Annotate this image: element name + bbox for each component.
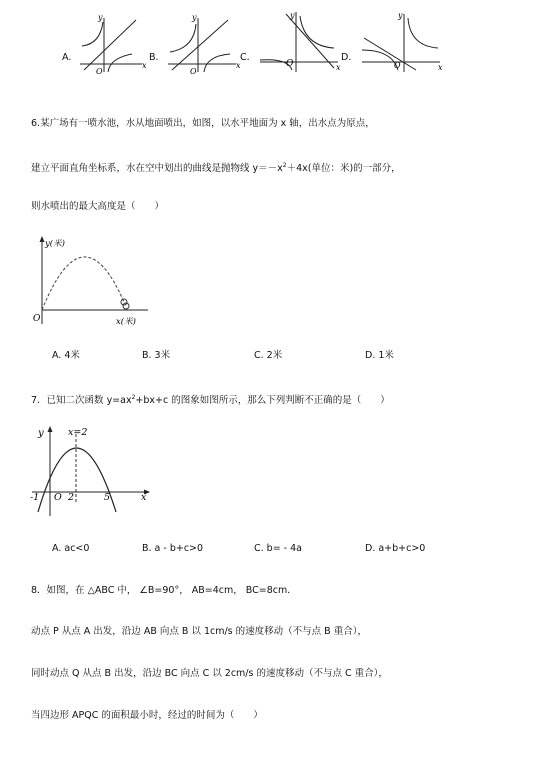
q6-option-a: A. 4米 [52,350,80,361]
q7-tick-minus-1: -1 [30,492,40,503]
q5-d-x-label: x [438,63,443,72]
q6-line-2-start: 建立平面直角坐标系，水在空中划出的曲线是抛物线 y＝－x [31,163,283,175]
q5-a-x-label: x [142,61,147,70]
q5-d-origin-label: O [394,61,401,70]
q6-line-3: 则水喷出的最大高度是（ ） [31,201,165,212]
q7-stem-start: 7．已知二次函数 y=ax [31,395,132,407]
q6-option-b: B. 3米 [142,350,171,361]
q7-stem-end: +bx+c 的图象如图所示，那么下列判断不正确的是（ ） [135,395,390,407]
q7-exponent: 2 [131,394,136,401]
q7-option-a: A. ac<0 [52,543,90,554]
q5-c-y-label: y [290,11,295,20]
q5-option-c-label: C. [240,52,250,63]
q8-line-1: 8．如图，在 △ABC 中， ∠B=90°， AB=4cm， BC=8cm． [31,585,297,596]
q6-line-2 [31,160,401,175]
q7-option-b: B. a - b+c>0 [142,543,204,554]
q7-origin-label: O [54,492,62,503]
q7-y-axis-label: y [38,428,44,439]
q5-c-x-label: x [336,63,341,72]
q5-b-x-label: x [236,61,241,70]
q5-graph-a [70,12,152,74]
q7-stem [31,392,390,407]
q7-option-d: D. a+b+c>0 [365,543,426,554]
q8-line-2: 动点 P 从点 A 出发，沿边 AB 向点 B 以 1cm/s 的速度移动（不与点 B 重合）， [31,626,367,637]
q6-exponent: 2 [282,162,287,169]
q7-x-axis-label: x [141,492,147,503]
q6-x-axis-label: x(米) [116,317,136,327]
q5-option-a-label: A. [62,52,72,63]
q5-b-origin-label: O [190,67,197,76]
q5-d-y-label: y [398,11,403,20]
q7-tick-2: 2 [68,492,75,503]
q6-option-d: D. 1米 [365,350,394,361]
q8-line-3: 同时动点 Q 从点 B 出发，沿边 BC 向点 C 以 2cm/s 的速度移动（不与点 C 重合）， [31,668,388,679]
q6-parabola-graph [30,232,150,332]
q5-a-origin-label: O [96,67,103,76]
q6-option-c: C. 2米 [254,350,283,361]
q7-parabola-graph [28,420,156,520]
q5-graph-c [256,10,342,72]
q5-graph-b [160,12,242,74]
q5-option-d-label: D. [341,52,352,63]
q5-a-y-label: y [98,13,103,22]
q5-b-y-label: y [192,13,197,22]
q7-axis-of-symmetry-label: x=2 [68,427,88,438]
q5-c-origin-label: O [286,59,294,69]
q8-line-4: 当四边形 APQC 的面积最小时，经过的时间为（ ） [31,710,263,721]
q7-tick-5: 5 [104,492,111,503]
q5-graph-d [358,10,444,72]
q7-option-c: C. b= - 4a [254,543,302,554]
q6-line-1: 6.某广场有一喷水池，水从地面喷出，如图，以水平地面为 x 轴，出水点为原点， [31,118,375,129]
q6-line-2-end: ＋4x(单位：米)的一部分， [286,163,401,175]
q6-origin-label: O [33,314,41,324]
q6-y-axis-label: y(米) [45,239,65,249]
q5-option-b-label: B. [149,52,159,63]
